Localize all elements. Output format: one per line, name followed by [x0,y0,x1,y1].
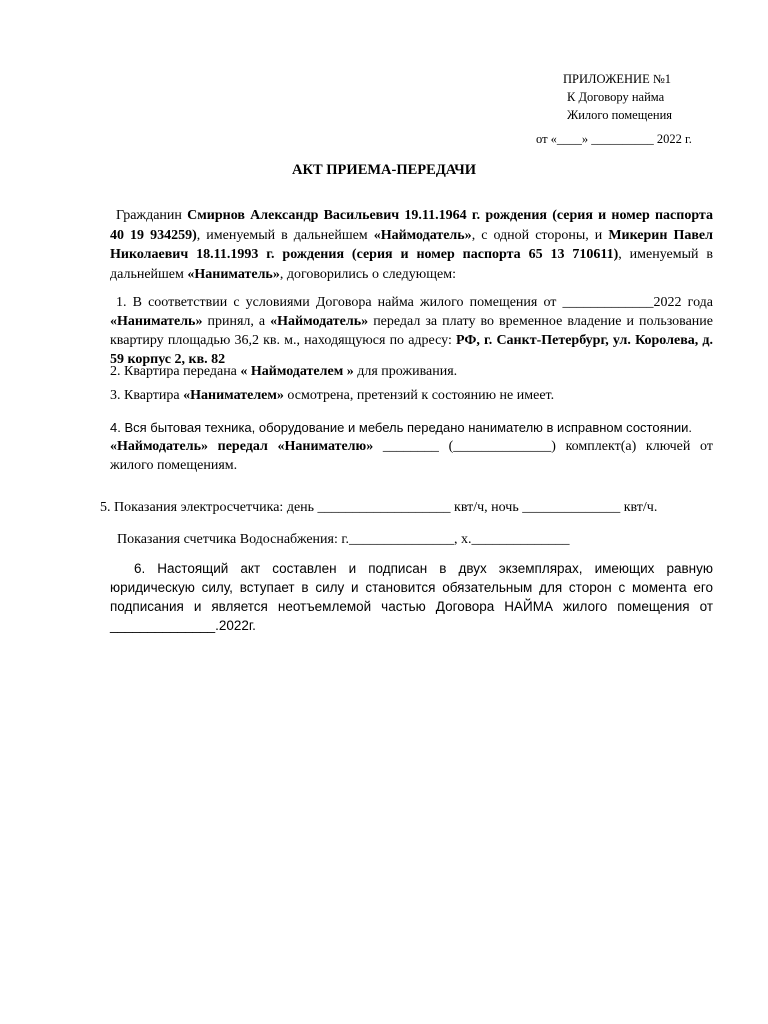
page-title: АКТ ПРИЕМА-ПЕРЕДАЧИ [292,162,476,178]
tenant-details: Микерин Павел Николаевич 18.11.1993 г. рождения (серия и номер паспорта 65 13 710611) [110,227,713,262]
clause-4-keys: «Наймодатель» передал «Нанимателю» ________ (______________) комплект(а) ключей от жилого помещениям. [110,439,713,473]
landlord-details: Смирнов Александр Васильевич 19.11.1964 г. рождения (серия и номер паспорта 40 19 934259) [110,208,713,243]
clause-5-electricity: 5. Показания электросчетчика: день ___________________ квт/ч, ночь ______________ квт/ч. [100,500,658,515]
clause-6: 6. Настоящий акт составлен и подписан в двух экземплярах, имеющих равную юридическую силу, вступает в силу и становится обязательным для сторон с момента его подписания и является неотъемлемой частью Договора НАЙМА жилого помещения от ______________.2022г. [110,561,713,633]
clause-4 [110,418,713,475]
intro-paragraph: Гражданин Смирнов Александр Васильевич 19.11.1964 г. рождения (серия и номер паспорта 40 19 934259), именуемый в дальнейшем «Наймодатель», с одной стороны, и Микерин Павел Николаевич 18.11.1993 г. рождения (серия и номер паспорта 65 13 710611), именуемый в дальнейшем «Наниматель», договорились о следующем: [110,208,713,282]
clause-3: 3. Квартира «Нанимателем» осмотрена, претензий к состоянию не имеет. [110,388,555,403]
tenant-role: «Наниматель» [187,266,280,282]
clause-5-water: Показания счетчика Водоснабжения: г._______________, х.______________ [117,532,570,547]
clause-1: 1. В соответствии с условиями Договора найма жилого помещения от _____________2022 года «Наниматель» принял, а «Наймодатель» передал за плату во временное владение и пользование квартиру площадью 36,2 кв. м., находящуюся по адресу: РФ, г. Санкт-Петербург, ул. Королева, д. 59 корпус 2, кв. 82 [110,295,713,367]
landlord-role: «Наймодатель» [373,227,472,243]
clause-4-equipment: 4. Вся бытовая техника, оборудование и мебель передано нанимателю в исправном состоянии. [110,420,692,435]
property-address: РФ, г. Санкт-Петербург, ул. Королева, д. 59 корпус 2, кв. 82 [110,333,713,367]
appendix-contract-ref: К Договору найма [567,90,665,104]
clause-2: 2. Квартира передана « Наймодателем » для проживания. [110,364,458,379]
appendix-subject: Жилого помещения [567,108,673,122]
appendix-header [563,70,753,124]
appendix-date: от «____» __________ 2022 г. [536,132,692,146]
appendix-number: ПРИЛОЖЕНИЕ №1 [563,72,672,86]
